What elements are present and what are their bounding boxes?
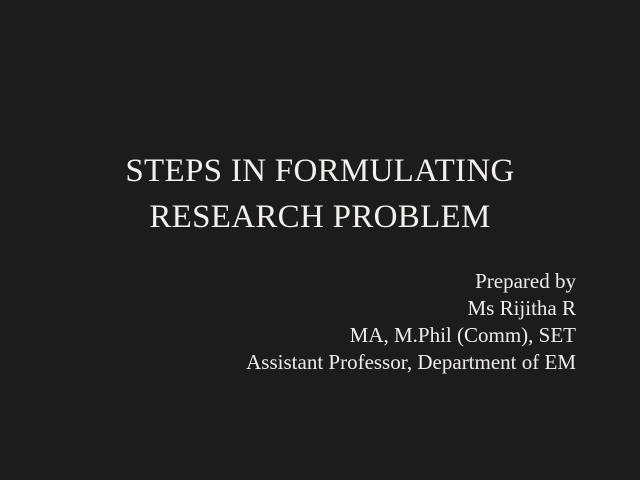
page-title-line-2: RESEARCH PROBLEM (149, 199, 491, 235)
page-title-line-1: STEPS IN FORMULATING (125, 153, 515, 189)
presenter-credits (246, 268, 576, 376)
credits-line-3: MA, M.Phil (Comm), SET (349, 323, 576, 347)
credits-line-4: Assistant Professor, Department of EM (246, 350, 576, 374)
credits-line-1: Prepared by (475, 269, 576, 293)
credits-line-2: Ms Rijitha R (467, 296, 576, 320)
page-title (0, 148, 640, 240)
